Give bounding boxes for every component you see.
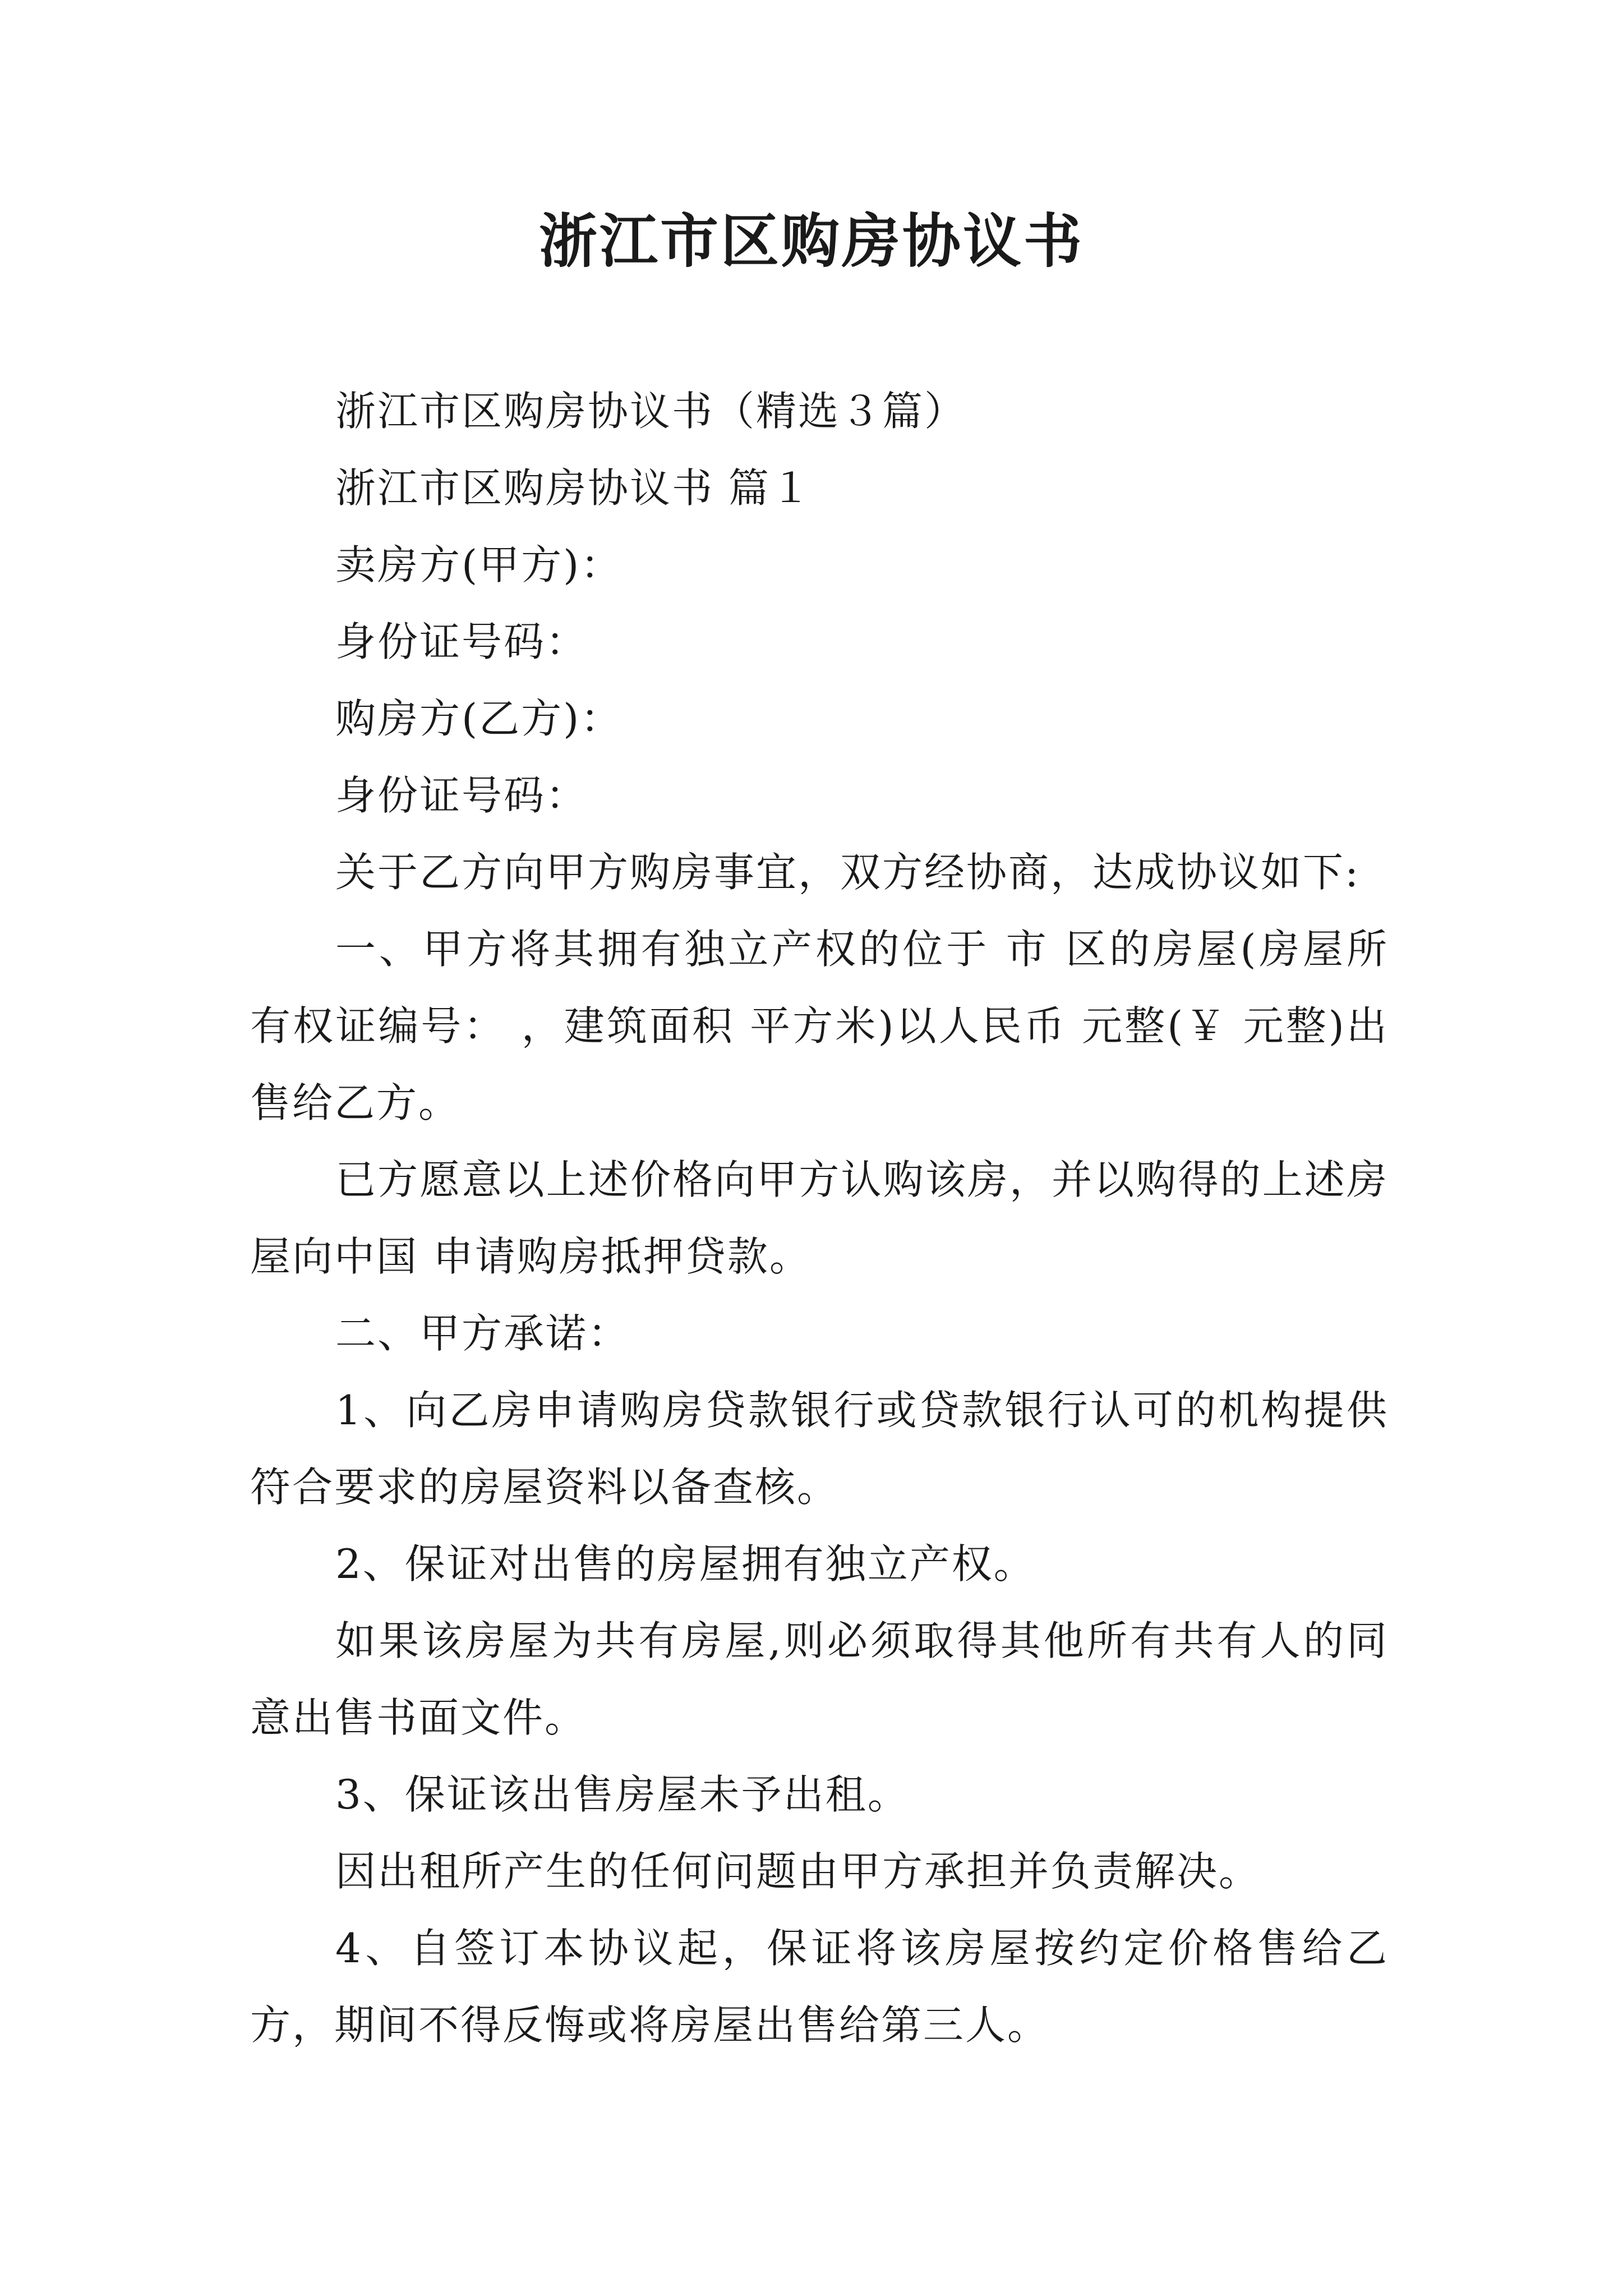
- paragraph-buyer: 购房方(乙方)：: [335, 695, 623, 742]
- document-body: [250, 373, 1389, 2064]
- paragraph-rental: 因出租所产生的任何问题由甲方承担并负责解决。: [335, 1848, 1261, 1895]
- paragraph-intro: 关于乙方向甲方购房事宜，双方经协商，达成协议如下:: [335, 849, 1361, 896]
- paragraph-loan: 已方愿意以上述价格向甲方认购该房，并以购得的上述房屋向中国 申请购房抵押贷款。: [250, 1156, 1389, 1280]
- paragraph-clause-1: 一、甲方将其拥有独立产权的位于 市 区的房屋(房屋所有权证编号： ，建筑面积 平方米)以人民币 元整(￥ 元整)出售给乙方。: [250, 926, 1389, 1126]
- paragraph-item-4: 4、自签订本协议起，保证将该房屋按约定价格售给乙方，期间不得反悔或将房屋出售给第三人。: [250, 1925, 1389, 2049]
- paragraph-subtitle: 浙江市区购房协议书（精选３篇）: [335, 388, 967, 435]
- document-title: 浙江市区购房协议书: [538, 206, 1084, 275]
- paragraph-buyer-id: 身份证号码：: [335, 772, 588, 819]
- paragraph-item-1: 1、向乙房申请购房贷款银行或贷款银行认可的机构提供符合要求的房屋资料以备查核。: [250, 1387, 1389, 1511]
- paragraph-item-2: 2、保证对出售的房屋拥有独立产权。: [335, 1540, 1036, 1588]
- paragraph-seller: 卖房方(甲方)：: [335, 541, 623, 588]
- paragraph-item-3: 3、保证该出售房屋未予出租。: [335, 1771, 910, 1818]
- paragraph-clause-2: 二、甲方承诺：: [335, 1310, 630, 1357]
- paragraph-seller-id: 身份证号码：: [335, 618, 588, 665]
- paragraph-co-owner: 如果该房屋为共有房屋,则必须取得其他所有共有人的同意出售书面文件。: [250, 1617, 1389, 1741]
- paragraph-section-heading: 浙江市区购房协议书 篇１: [335, 464, 813, 512]
